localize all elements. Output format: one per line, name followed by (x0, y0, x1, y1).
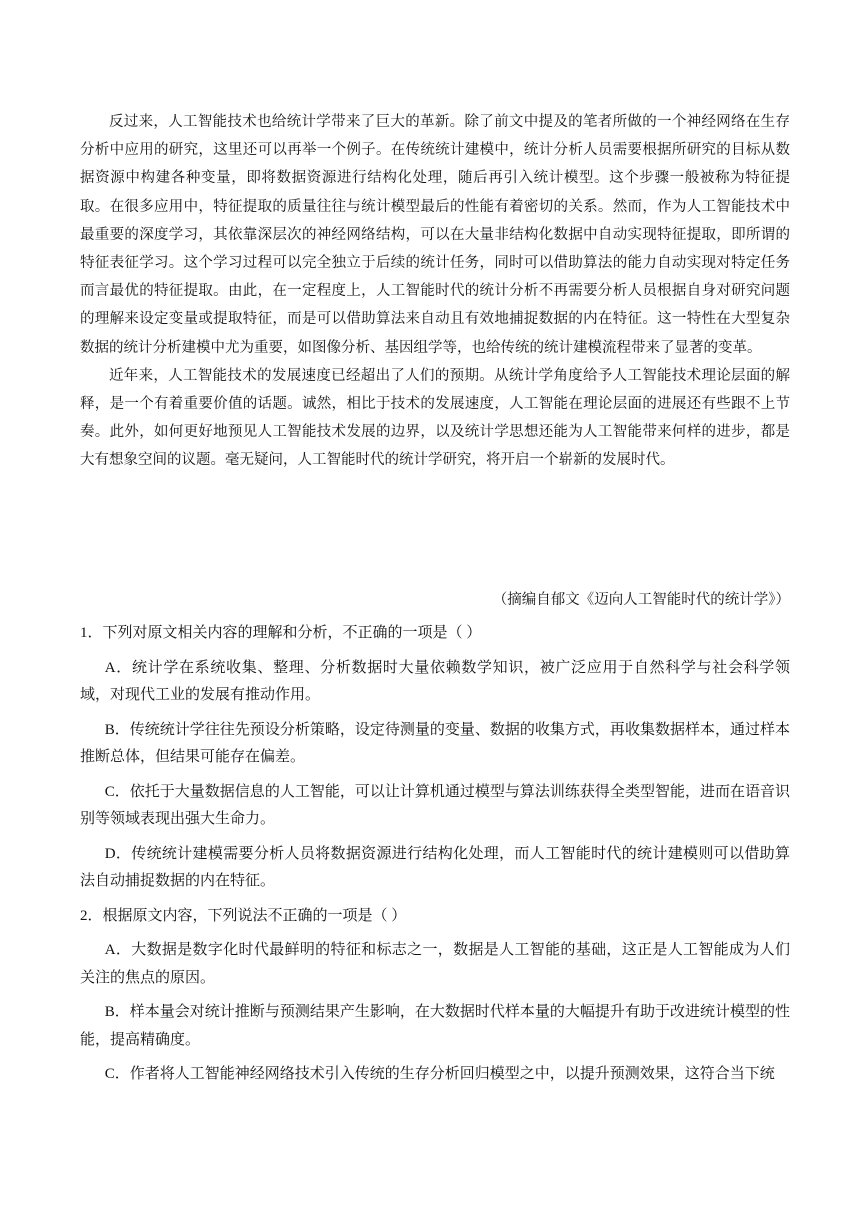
option-c: C．依托于大量数据信息的人工智能，可以让计算机通过模型与算法训练获得全类型智能，进而在语音识别等领域表现出强大生命力。 (80, 783, 790, 827)
option-b: B．传统统计学往往先预设分析策略，设定待测量的变量、数据的收集方式，再收集数据样本，通过样本推断总体，但结果可能存在偏差。 (80, 721, 790, 765)
passage-source: （摘编自郁文《迈向人工智能时代的统计学》） (492, 592, 790, 608)
passage-paragraph-2: 近年来，人工智能技术的发展速度已经超出了人们的预期。从统计学角度给予人工智能技术理论层面的解释，是一个有着重要价值的话题。诚然，相比于技术的发展速度，人工智能在理论层面的进展还有些跟不上节奏。此外，如何更好地预见人工智能技术发展的边界，以及统计学思想还能为人工智能带来何样的进步，都是大有想象空间的议题。毫无疑问，人工智能时代的统计学研究，将开启一个崭新的发展时代。 (80, 367, 790, 469)
option-a: A．大数据是数字化时代最鲜明的特征和标志之一，数据是人工智能的基础，这正是人工智能成为人们关注的焦点的原因。 (80, 942, 790, 986)
reading-passage (80, 108, 790, 475)
option-b: B．样本量会对统计推断与预测结果产生影响，在大数据时代样本量的大幅提升有助于改进统计模型的性能，提高精确度。 (80, 1004, 790, 1048)
question-stem: 2．根据原文内容，下列说法不正确的一项是（ ） (80, 907, 407, 924)
question-2 (80, 903, 790, 1089)
question-1 (80, 620, 790, 896)
option-a: A．统计学在系统收集、整理、分析数据时大量依赖数学知识，被广泛应用于自然科学与社会科学领域，对现代工业的发展有推动作用。 (80, 659, 790, 703)
option-c: C．作者将人工智能神经网络技术引入传统的生存分析回归模型之中，以提升预测效果，这符合当下统 (104, 1066, 775, 1082)
passage-paragraph-1: 反过来，人工智能技术也给统计学带来了巨大的革新。除了前文中提及的笔者所做的一个神经网络在生存分析中应用的研究，这里还可以再举一个例子。在传统统计建模中，统计分析人员需要根据所研究的目标从数据资源中构建各种变量，即将数据资源进行结构化处理，随后再引入统计模型。这个步骤一般被称为特征提取。在很多应用中，特征提取的质量往往与统计模型最后的性能有着密切的关系。然而，作为人工智能技术中最重要的深度学习，其依靠深层次的神经网络结构，可以在大量非结构化数据中自动实现特征提取，即所谓的特征表征学习。这个学习过程可以完全独立于后续的统计任务，同时可以借助算法的能力自动实现对特定任务而言最优的特征提取。由此，在一定程度上，人工智能时代的统计分析不再需要分析人员根据自身对研究问题的理解来设定变量或提取特征，而是可以借助算法来自动且有效地捕捉数据的内在特征。这一特性在大型复杂数据的统计分析建模中尤为重要，如图像分析、基因组学等，也给传统的统计建模流程带来了显著的变革。 (80, 114, 790, 356)
question-list (80, 620, 790, 1096)
question-stem: 1．下列对原文相关内容的理解和分析，不正确的一项是（ ） (80, 625, 482, 641)
option-d: D．传统统计建模需要分析人员将数据资源进行结构化处理，而人工智能时代的统计建模则可以借助算法自动捕捉数据的内在特征。 (80, 845, 790, 889)
